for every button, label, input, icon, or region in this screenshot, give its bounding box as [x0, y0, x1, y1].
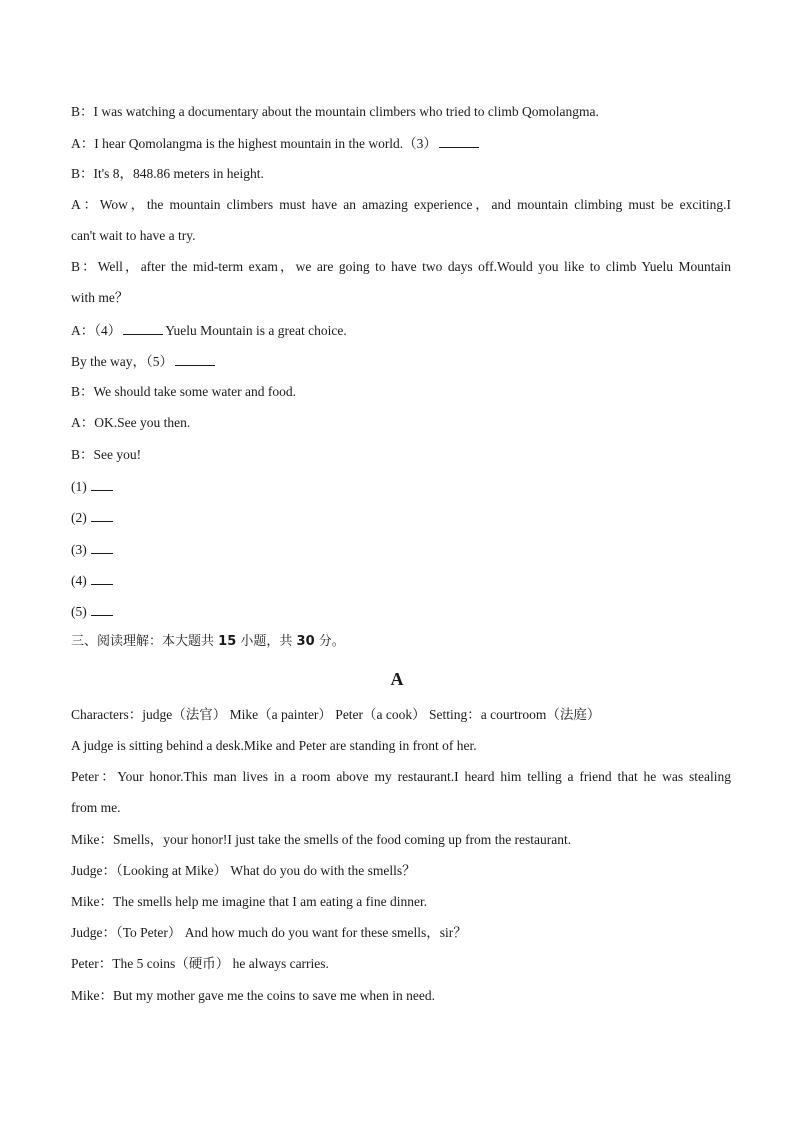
answer-line-2 [71, 508, 731, 527]
answer-blank-5[interactable] [175, 352, 215, 366]
dialogue-line [71, 165, 731, 183]
answer-line-5 [71, 602, 731, 621]
passage-text: Judge：（Looking at Mike） What do you do with the smells？ [71, 863, 416, 878]
dialogue-line [71, 352, 731, 371]
question-count: 15 [218, 634, 237, 649]
passage-line [71, 768, 731, 786]
answer-number: (1) [71, 479, 87, 494]
passage-text: Peter：The 5 coins（硬币） he always carries. [71, 956, 329, 971]
passage-line [71, 799, 731, 817]
answer-blank[interactable] [91, 508, 113, 522]
answer-number: (4) [71, 573, 87, 588]
dialogue-line [71, 289, 731, 307]
dialogue-text: B：Well，after the mid-term exam，we are going to have two days off.Would you like to climb Yuelu Mountain [71, 259, 731, 274]
passage-line [71, 862, 731, 880]
passage-text: A judge is sitting behind a desk.Mike and Peter are standing in front of her. [71, 738, 477, 753]
points-total: 30 [296, 634, 315, 649]
dialogue-text: B：It's 8，848.86 meters in height. [71, 166, 264, 181]
passage-text: Mike：The smells help me imagine that I am eating a fine dinner. [71, 894, 428, 909]
passage-text: from me. [71, 800, 121, 815]
dialogue-line [71, 446, 731, 464]
dialogue-text: Yuelu Mountain is a great choice. [165, 323, 347, 338]
dialogue-text: By the way，（5） [71, 354, 173, 369]
dialogue-line [71, 227, 731, 245]
dialogue-line [71, 414, 731, 432]
passage-text: Mike：But my mother gave me the coins to save me when in need. [71, 988, 436, 1003]
passage-line [71, 955, 731, 973]
answer-blank-3[interactable] [439, 134, 479, 148]
passage-title: A [390, 669, 404, 689]
passage-line [71, 706, 731, 724]
dialogue-line [71, 321, 731, 340]
dialogue-text: A：I hear Qomolangma is the highest mountain in the world.（3） [71, 136, 437, 151]
passage-line [71, 737, 731, 755]
dialogue-text: B：We should take some water and food. [71, 384, 296, 399]
dialogue-text: can't wait to have a try. [71, 228, 196, 243]
answer-line-1 [71, 477, 731, 496]
passage-text: Characters：judge（法官） Mike（a painter） Peter（a cook） Setting：a courtroom（法庭） [71, 707, 601, 722]
answer-blank[interactable] [91, 540, 113, 554]
dialogue-text: A：（4） [71, 323, 122, 338]
answer-number: (3) [71, 542, 87, 557]
dialogue-line [71, 134, 731, 153]
dialogue-text: with me？ [71, 290, 129, 305]
passage-text: Peter：Your honor.This man lives in a room above my restaurant.I heard him telling a friend that he was stealing [71, 769, 731, 784]
answer-blank[interactable] [91, 477, 113, 491]
passage-text: Judge：（To Peter） And how much do you want for these smells，sir？ [71, 925, 467, 940]
answer-blank[interactable] [91, 602, 113, 616]
answer-blank[interactable] [91, 571, 113, 585]
dialogue-line [71, 103, 731, 121]
dialogue-text: B：I was watching a documentary about the mountain climbers who tried to climb Qomolangma. [71, 104, 599, 119]
dialogue-line [71, 258, 731, 276]
passage-line [71, 924, 731, 942]
passage-line [71, 893, 731, 911]
dialogue-text: B：See you! [71, 447, 142, 462]
answer-blank-4[interactable] [123, 321, 163, 335]
section-heading [71, 633, 731, 651]
passage-line [71, 987, 731, 1005]
passage-line [71, 831, 731, 849]
section-text: 小题，共 [240, 634, 293, 649]
answer-number: (2) [71, 510, 87, 525]
section-text: 三、阅读理解：本大题共 [71, 634, 215, 649]
dialogue-text: A：Wow，the mountain climbers must have an amazing experience，and mountain climbing must be exciting.I [71, 197, 731, 212]
dialogue-line [71, 196, 731, 214]
answer-line-3 [71, 540, 731, 559]
answer-line-4 [71, 571, 731, 590]
section-text: 分。 [318, 634, 345, 649]
passage-text: Mike：Smells，your honor!I just take the smells of the food coming up from the restaurant. [71, 832, 572, 847]
answer-number: (5) [71, 604, 87, 619]
dialogue-text: A：OK.See you then. [71, 415, 191, 430]
dialogue-line [71, 383, 731, 401]
